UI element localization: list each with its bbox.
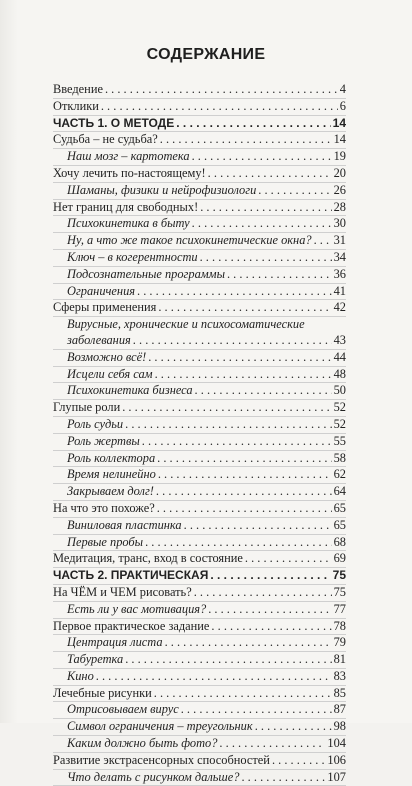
- toc-page-number: 98: [333, 719, 346, 734]
- toc-entry: [53, 518, 346, 535]
- toc-leader-dots: [176, 116, 330, 132]
- toc-entry: [53, 183, 346, 200]
- toc-leader-dots: [192, 149, 332, 165]
- toc-entry: [53, 686, 346, 703]
- toc-page-number: 50: [333, 383, 346, 398]
- toc-leader-dots: [96, 669, 332, 685]
- toc-entry-title: На ЧЁМ и ЧЕМ рисовать?: [53, 584, 192, 599]
- toc-entry-title: Виниловая пластинка: [67, 517, 182, 532]
- toc-page-number: 14: [333, 132, 346, 147]
- toc-entry-title: ЧАСТЬ 2. ПРАКТИЧЕСКАЯ: [53, 568, 209, 583]
- toc-entry-title: Судьба – не судьба?: [53, 132, 158, 147]
- toc-entry-title: Отклики: [53, 98, 99, 113]
- toc-entry-title: Психокинетика бизнеса: [67, 383, 193, 398]
- toc-page-number: 28: [333, 199, 346, 214]
- toc-page-number: 43: [333, 332, 346, 347]
- toc-page-number: 83: [333, 668, 346, 683]
- toc-page-number: 77: [333, 601, 346, 616]
- toc-entry: [53, 350, 346, 367]
- toc-entry-title: Каким должно быть фото?: [67, 736, 218, 751]
- toc-entry: [53, 434, 346, 451]
- page-title: СОДЕРЖАНИЕ: [146, 46, 266, 63]
- toc-page-number: 19: [333, 149, 346, 164]
- toc-entry-title: Возможно всё!: [67, 349, 147, 364]
- toc-entry-title: Первое практическое задание: [53, 618, 210, 633]
- toc-entry-title: Табуретка: [67, 652, 124, 667]
- toc-entry-title: Роль судьи: [67, 416, 124, 431]
- toc-leader-dots: [125, 652, 331, 668]
- toc-entry: [53, 383, 346, 400]
- toc-entry-title: На что это похоже?: [53, 500, 155, 515]
- toc-entry-title: Нет границ для свободных!: [53, 199, 199, 214]
- toc-entry-title: Ограничения: [67, 283, 136, 298]
- toc-page-number: 78: [333, 618, 346, 633]
- toc-leader-dots: [192, 216, 332, 232]
- toc-page-number: 104: [327, 736, 346, 751]
- toc-leader-dots: [272, 753, 325, 769]
- toc-leader-dots: [210, 568, 330, 584]
- toc-entry: [53, 166, 346, 183]
- toc-leader-dots: [155, 367, 332, 383]
- toc-entry-title: Исцели себя сам: [67, 366, 153, 381]
- toc-page-number: 75: [332, 568, 346, 583]
- toc-entry-title: Время нелинейно: [67, 467, 156, 482]
- toc-page-number: 58: [333, 450, 346, 465]
- toc-leader-dots: [208, 166, 332, 182]
- toc-entry-title: Роль жертвы: [67, 433, 140, 448]
- toc-entry-title: Подсознательные программы: [67, 266, 225, 281]
- toc-page-number: 52: [333, 400, 346, 415]
- toc-entry-title: Лечебные рисунки: [53, 685, 152, 700]
- toc-leader-dots: [245, 551, 332, 567]
- toc-entry: [53, 619, 346, 636]
- toc-entry: [53, 149, 346, 166]
- toc-leader-dots: [184, 518, 332, 534]
- toc-leader-dots: [200, 200, 331, 216]
- toc-leader-dots: [227, 267, 332, 283]
- toc-page-number: 42: [333, 300, 346, 315]
- toc-page-number: 85: [333, 685, 346, 700]
- toc-leader-dots: [195, 383, 332, 399]
- toc-leader-dots: [219, 736, 325, 752]
- toc-entry: [53, 467, 346, 484]
- toc-entry: [53, 736, 346, 753]
- toc-page-number: 81: [333, 652, 346, 667]
- toc-leader-dots: [145, 535, 332, 551]
- toc-page-number: 106: [327, 752, 346, 767]
- toc-entry: [53, 317, 346, 333]
- toc-entry-title: Символ ограничения – треугольник: [67, 719, 253, 734]
- toc-page-number: 48: [333, 366, 346, 381]
- toc-entry: [53, 216, 346, 233]
- toc-entry: [53, 333, 346, 350]
- toc-entry: [53, 132, 346, 149]
- toc-entry: [53, 669, 346, 686]
- toc-entry: [53, 568, 346, 585]
- toc-entry-title: Ключ – в когерентности: [67, 249, 198, 264]
- toc-entry-title: Вирусные, хронические и психосоматические: [67, 317, 305, 332]
- toc-leader-dots: [157, 451, 331, 467]
- toc-entry: [53, 501, 346, 518]
- toc-leader-dots: [156, 484, 332, 500]
- toc-page-number: 65: [333, 500, 346, 515]
- toc-entry: [53, 233, 346, 250]
- toc-page-number: 36: [333, 266, 346, 281]
- toc-page-number: 87: [333, 702, 346, 717]
- toc-entry: [53, 770, 346, 786]
- toc-entry: [53, 585, 346, 602]
- toc-entry-title: Глупые роли: [53, 400, 121, 415]
- toc-page-number: 41: [333, 283, 346, 298]
- toc-entry: [53, 753, 346, 770]
- toc-page-number: 34: [333, 249, 346, 264]
- toc-entry-title: Медитация, транс, вход в состояние: [53, 551, 243, 566]
- toc-entry: [53, 535, 346, 552]
- toc-leader-dots: [122, 400, 331, 416]
- toc-entry-title: Хочу лечить по-настоящему!: [53, 165, 206, 180]
- toc-page-number: 75: [333, 584, 346, 599]
- toc-entry-title: Закрываем долг!: [67, 484, 154, 499]
- toc-entry-title: Сферы применения: [53, 300, 157, 315]
- table-of-contents: [53, 82, 346, 786]
- toc-entry: [53, 300, 346, 317]
- toc-entry: [53, 284, 346, 301]
- toc-entry-title: Есть ли у вас мотивация?: [67, 601, 207, 616]
- toc-leader-dots: [157, 501, 332, 517]
- toc-entry-title: Роль коллектора: [67, 450, 156, 465]
- toc-entry: [53, 635, 346, 652]
- toc-entry-title: Первые пробы: [67, 534, 144, 549]
- toc-page-number: 79: [333, 635, 346, 650]
- toc-entry: [53, 719, 346, 736]
- toc-entry: [53, 551, 346, 568]
- toc-leader-dots: [137, 284, 332, 300]
- toc-leader-dots: [160, 132, 332, 148]
- toc-leader-dots: [255, 719, 332, 735]
- toc-leader-dots: [194, 585, 332, 601]
- toc-leader-dots: [125, 417, 331, 433]
- toc-entry: [53, 367, 346, 384]
- toc-leader-dots: [158, 467, 332, 483]
- toc-leader-dots: [241, 770, 325, 786]
- toc-entry-title: Кино: [67, 668, 94, 683]
- toc-leader-dots: [158, 300, 331, 316]
- toc-leader-dots: [142, 434, 332, 450]
- toc-entry: [53, 451, 346, 468]
- toc-page-number: 44: [333, 349, 346, 364]
- toc-leader-dots: [208, 602, 331, 618]
- toc-page-number: 30: [333, 216, 346, 231]
- toc-entry: [53, 200, 346, 217]
- toc-entry-title: Ну, а что же такое психокинетические окна?: [67, 233, 312, 248]
- toc-entry-title: Шаманы, физики и нейрофизиологи: [67, 182, 257, 197]
- toc-leader-dots: [133, 333, 332, 349]
- toc-entry: [53, 417, 346, 434]
- toc-entry-title: Отрисовываем вирус: [67, 702, 179, 717]
- toc-leader-dots: [314, 233, 332, 249]
- toc-page-number: 26: [333, 182, 346, 197]
- toc-entry-title: Введение: [53, 82, 103, 96]
- toc-entry: [53, 267, 346, 284]
- toc-page-number: 107: [327, 769, 346, 784]
- toc-entry: [53, 484, 346, 501]
- toc-page-number: 52: [333, 416, 346, 431]
- toc-leader-dots: [148, 350, 331, 366]
- toc-entry-title: Что делать с рисунком дальше?: [67, 769, 240, 784]
- toc-entry: [53, 116, 346, 133]
- toc-entry: [53, 99, 346, 116]
- toc-entry-title: заболевания: [67, 332, 131, 347]
- toc-page-number: 31: [333, 233, 346, 248]
- toc-leader-dots: [211, 619, 331, 635]
- toc-entry-title: ЧАСТЬ 1. О МЕТОДЕ: [53, 115, 175, 130]
- toc-leader-dots: [200, 250, 332, 266]
- toc-page-number: 69: [333, 551, 346, 566]
- toc-leader-dots: [258, 183, 331, 199]
- toc-entry-title: Наш мозг – картотека: [67, 149, 190, 164]
- toc-page-number: 14: [332, 115, 346, 130]
- toc-leader-dots: [105, 82, 338, 98]
- toc-leader-dots: [101, 99, 338, 115]
- toc-page-number: 55: [333, 433, 346, 448]
- toc-page-number: 4: [339, 82, 346, 96]
- toc-page-number: 20: [333, 165, 346, 180]
- toc-entry-title: Развитие экстрасенсорных способностей: [53, 752, 270, 767]
- toc-entry: [53, 702, 346, 719]
- toc-page-number: 62: [333, 467, 346, 482]
- toc-leader-dots: [165, 635, 332, 651]
- toc-page-number: 65: [333, 517, 346, 532]
- toc-entry-title: Психокинетика в быту: [67, 216, 190, 231]
- toc-leader-dots: [181, 702, 332, 718]
- toc-entry: [53, 82, 346, 99]
- toc-entry: [53, 602, 346, 619]
- toc-page-number: 6: [339, 98, 346, 113]
- toc-page-number: 64: [333, 484, 346, 499]
- toc-entry: [53, 250, 346, 267]
- toc-entry: [53, 400, 346, 417]
- toc-entry: [53, 652, 346, 669]
- toc-entry-title: Центрация листа: [67, 635, 163, 650]
- toc-leader-dots: [154, 686, 332, 702]
- toc-page-number: 68: [333, 534, 346, 549]
